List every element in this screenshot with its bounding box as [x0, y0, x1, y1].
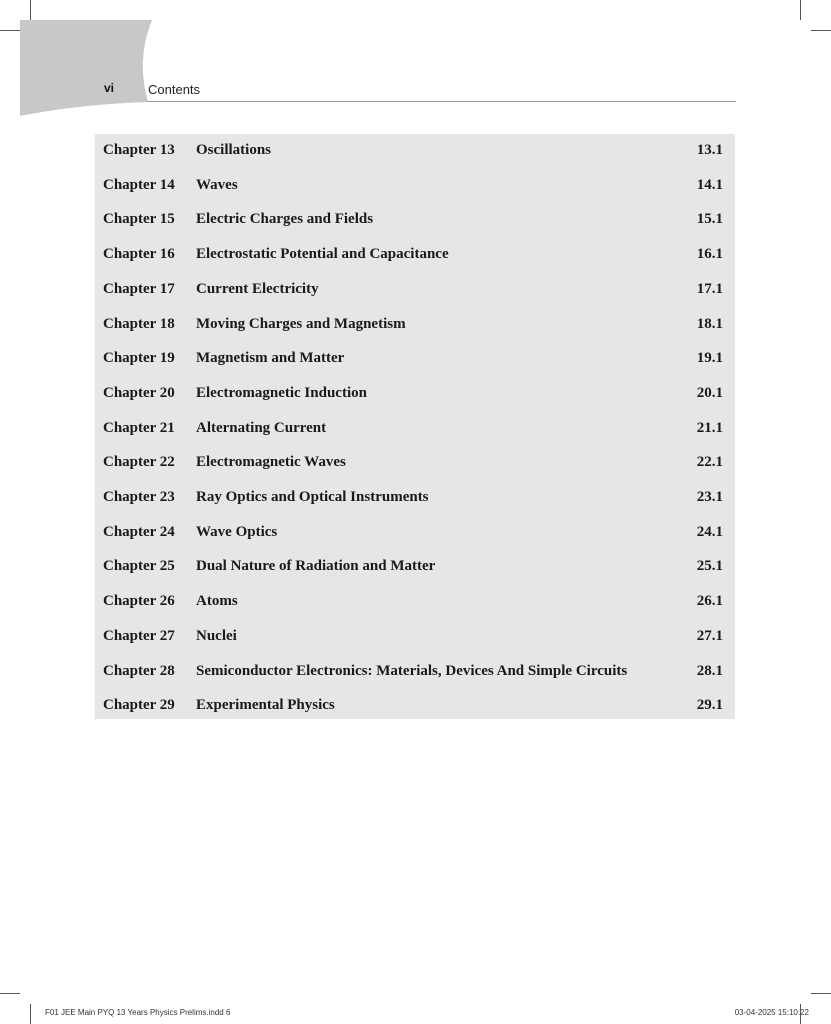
crop-mark-top-right-h [811, 30, 831, 31]
toc-row[interactable] [95, 481, 735, 515]
toc-chapter-label: Chapter 23 [103, 489, 175, 505]
toc-chapter-label: Chapter 14 [103, 176, 175, 193]
toc-chapter-title: Electromagnetic Waves [196, 454, 346, 471]
toc-page-number: 28.1 [696, 662, 723, 679]
toc-page-number: 23.1 [696, 489, 723, 505]
toc-row[interactable] [95, 308, 735, 342]
toc-chapter-label: Chapter 21 [103, 419, 175, 436]
toc-chapter-title: Semiconductor Electronics: Materials, Devices And Simple Circuits [196, 662, 628, 679]
toc-row[interactable] [95, 273, 735, 307]
toc-row[interactable] [95, 203, 735, 237]
toc-page-number: 15.1 [696, 211, 723, 228]
toc-chapter-label: Chapter 19 [103, 350, 175, 367]
toc-chapter-label: Chapter 26 [103, 593, 175, 610]
toc-chapter-label: Chapter 13 [103, 142, 175, 158]
toc-chapter-label: Chapter 22 [103, 454, 175, 471]
toc-page-number: 24.1 [696, 523, 723, 540]
toc-page-number: 16.1 [696, 246, 723, 263]
toc-row[interactable] [95, 446, 735, 480]
toc-chapter-title: Alternating Current [196, 419, 327, 436]
toc-chapter-title: Electromagnetic Induction [196, 384, 367, 401]
toc-page-number: 18.1 [696, 315, 723, 332]
toc-row[interactable] [95, 412, 735, 446]
toc-chapter-title: Magnetism and Matter [196, 350, 345, 367]
toc-chapter-title: Electric Charges and Fields [196, 211, 374, 228]
toc-row[interactable] [95, 516, 735, 550]
footer-file-info: F01 JEE Main PYQ 13 Years Physics Prelims.indd 6 [45, 1008, 231, 1017]
toc-chapter-label: Chapter 29 [103, 697, 175, 714]
toc-chapter-title: Electrostatic Potential and Capacitance [196, 246, 449, 263]
toc-page-number: 27.1 [696, 627, 723, 644]
crop-mark-top-right [800, 0, 801, 20]
toc-chapter-label: Chapter 16 [103, 246, 175, 263]
toc-chapter-title: Nuclei [196, 627, 237, 644]
toc-chapter-title: Atoms [196, 593, 238, 610]
toc-page-number: 21.1 [696, 419, 723, 436]
toc-row[interactable] [95, 655, 735, 689]
toc-chapter-title: Oscillations [196, 142, 272, 158]
header-tab-shape [0, 0, 160, 125]
toc-box [95, 134, 735, 719]
toc-chapter-title: Experimental Physics [196, 697, 335, 714]
toc-chapter-label: Chapter 20 [103, 384, 175, 401]
header-rule [147, 101, 736, 102]
toc-row[interactable] [95, 585, 735, 619]
toc-row[interactable] [95, 550, 735, 584]
toc-row[interactable] [95, 689, 735, 723]
crop-mark-bottom-left [30, 1004, 31, 1024]
toc-page-number: 20.1 [696, 384, 723, 401]
toc-chapter-label: Chapter 28 [103, 662, 175, 679]
toc-chapter-title: Ray Optics and Optical Instruments [196, 489, 429, 505]
toc-chapter-label: Chapter 17 [103, 280, 175, 297]
toc-row[interactable] [95, 377, 735, 411]
toc-chapter-label: Chapter 24 [103, 523, 175, 540]
toc-chapter-title: Current Electricity [196, 280, 319, 297]
toc-page-number: 29.1 [696, 697, 723, 714]
toc-row[interactable] [95, 342, 735, 376]
footer-timestamp: 03-04-2025 15:10:22 [734, 1008, 809, 1017]
crop-mark-bottom-left-h [0, 993, 20, 994]
toc-page-number: 19.1 [696, 350, 723, 367]
toc-chapter-label: Chapter 15 [103, 211, 175, 228]
toc-page-number: 14.1 [696, 176, 723, 193]
toc-row[interactable] [95, 134, 735, 168]
toc-chapter-label: Chapter 25 [103, 558, 175, 575]
toc-page-number: 17.1 [696, 280, 723, 297]
toc-page-number: 26.1 [696, 593, 723, 610]
toc-chapter-title: Dual Nature of Radiation and Matter [196, 558, 436, 575]
toc-row[interactable] [95, 169, 735, 203]
toc-chapter-title: Waves [196, 176, 238, 193]
crop-mark-bottom-right-h [811, 993, 831, 994]
toc-row[interactable] [95, 238, 735, 272]
toc-page-number: 25.1 [696, 558, 723, 575]
toc-chapter-label: Chapter 18 [103, 315, 175, 332]
toc-page-number: 13.1 [696, 142, 723, 158]
toc-chapter-title: Wave Optics [196, 523, 278, 540]
toc-row[interactable] [95, 620, 735, 654]
toc-chapter-title: Moving Charges and Magnetism [196, 315, 406, 332]
page-number: vi [104, 81, 115, 95]
running-head: Contents [148, 82, 201, 97]
toc-page-number: 22.1 [696, 454, 723, 471]
toc-chapter-label: Chapter 27 [103, 627, 175, 644]
